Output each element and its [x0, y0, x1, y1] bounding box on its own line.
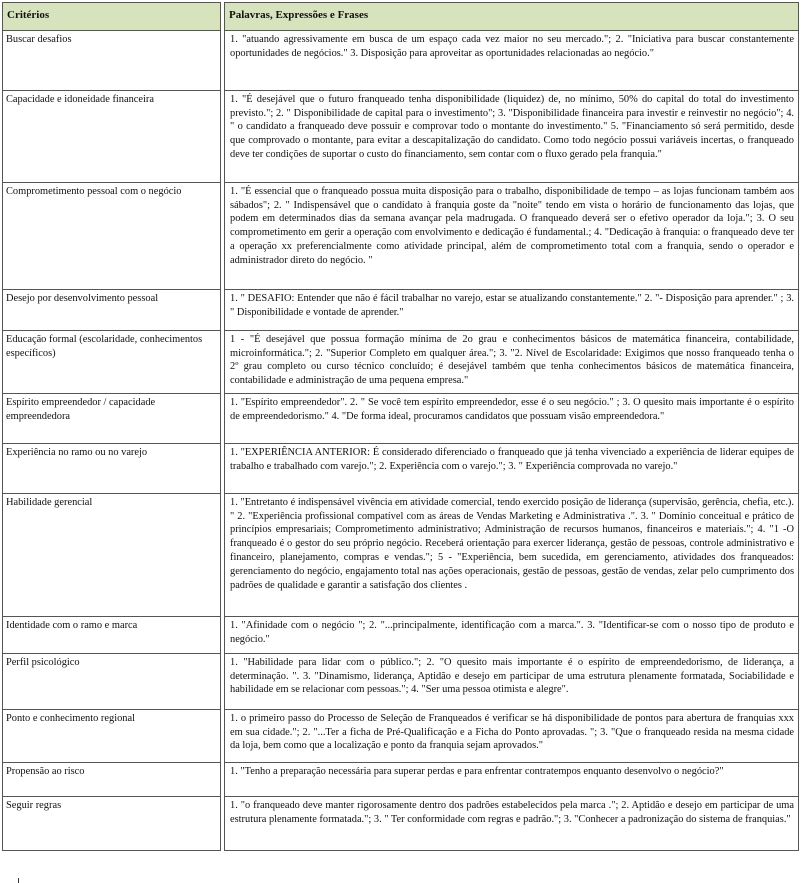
table-row — [3, 709, 799, 762]
page-edge-mark — [18, 878, 19, 883]
table-row — [3, 443, 799, 493]
criterion-cell: Experiência no ramo ou no varejo — [3, 443, 221, 493]
phrases-cell: 1 - "É desejável que possua formação mínima de 2o grau e conhecimentos básicos de matemática financeira, contabilidade, microinformática."; 2. "Superior Completo em qualquer área."; 3. "2. Nível de Escolaridade: Exigimos que nosso franqueado tenha o 2º grau completo ou curso técnico concluído; é desejável também que tenha conhecimentos básicos de matemática financeira, contabilidade e administração de uma pequena empresa." — [225, 330, 799, 393]
phrases-cell: 1. "Entretanto é indispensável vivência em atividade comercial, tendo exercido posição de liderança (supervisão, gerência, chefia, etc.). " 2. "Experiência profissional compatível com as áreas de Vendas Marketing e Administrativa .". 3. " Domínio conceitual e prático de princípios empresariais; Comprometimento administrativo; Administração de recursos humanos, financeiros e materiais."; 4. "1 -O franqueado é o gestor do seu próprio negócio. Receberá orientação para exercer liderança, gestão de pessoas, controle administrativo e financeiro, planejamento, compras e vendas."; 5 - "Experiência, bem sucedida, em gerenciamento, atividades dos franqueados: gerenciamento do negócio, engajamento total nas ações operacionais, gestão de pessoas, gestão de vendas, zelar pelo cumprimento dos padrões de qualidade e garantir a satisfação dos clientes . — [225, 493, 799, 616]
table-row — [3, 493, 799, 616]
criterion-cell: Propensão ao risco — [3, 762, 221, 796]
table-row — [3, 182, 799, 289]
table-row — [3, 90, 799, 182]
criteria-table — [2, 2, 799, 851]
phrases-cell: 1. o primeiro passo do Processo de Seleção de Franqueados é verificar se há disponibilidade de pontos para abertura de franquias xxx em sua cidade."; 2. "...Ter a ficha de Pré-Qualificação e a Ficha do Ponto aprovadas. "; 3. "Que o franqueado resida na mesma cidade da loja, bem como que a localização e ponto da franquia sejam aprovados." — [225, 709, 799, 762]
table-row — [3, 616, 799, 653]
table-row — [3, 330, 799, 393]
header-criterios: Critérios — [3, 3, 221, 31]
criterion-cell: Educação formal (escolaridade, conhecimentos específicos) — [3, 330, 221, 393]
table-row — [3, 762, 799, 796]
criterion-cell: Identidade com o ramo e marca — [3, 616, 221, 653]
phrases-cell: 1. "Afinidade com o negócio "; 2. "...principalmente, identificação com a marca.". 3. "Identificar-se com o nosso tipo de produto e negócio." — [225, 616, 799, 653]
table-header-row — [3, 3, 799, 31]
criterion-cell: Espírito empreendedor / capacidade empreendedora — [3, 393, 221, 443]
table-row — [3, 796, 799, 850]
phrases-cell: 1. "EXPERIÊNCIA ANTERIOR: É considerado diferenciado o franqueado que já tenha vivenciado a experiência de liderar equipes de trabalho e trabalhado com varejo."; 2. Experiência com o varejo."; 3. " Experiência comprovada no varejo." — [225, 443, 799, 493]
table-row — [3, 393, 799, 443]
criterion-cell: Comprometimento pessoal com o negócio — [3, 182, 221, 289]
table-row — [3, 653, 799, 709]
phrases-cell: 1. "Tenho a preparação necessária para superar perdas e para enfrentar contratempos enquanto desenvolvo o negócio?" — [225, 762, 799, 796]
criterion-cell: Perfil psicológico — [3, 653, 221, 709]
header-frases: Palavras, Expressões e Frases — [225, 3, 799, 31]
phrases-cell: 1. "atuando agressivamente em busca de um espaço cada vez maior no seu mercado."; 2. "Iniciativa para buscar constantemente oportunidades de negócios." 3. Disposição para aproveitar as oportunidades relacionadas ao negócio." — [225, 30, 799, 90]
table-row — [3, 289, 799, 330]
phrases-cell: 1. "Habilidade para lidar com o público."; 2. "O quesito mais importante é o espírito de empreendedorismo, de liderança, a determinação. ". 3. "Dinamismo, liderança, Aptidão e desejo em participar de uma estrutura plenamente formatada, Sociabilidade e habilidade em se relacionar com pessoas."; 4. "Ser uma pessoa otimista e alegre". — [225, 653, 799, 709]
criterion-cell: Capacidade e idoneidade financeira — [3, 90, 221, 182]
criterion-cell: Buscar desafios — [3, 30, 221, 90]
phrases-cell: 1. " DESAFIO: Entender que não é fácil trabalhar no varejo, estar se atualizando constantemente." 2. "- Disposição para aprender." ; 3. " Disponibilidade e vontade de aprender." — [225, 289, 799, 330]
criterion-cell: Seguir regras — [3, 796, 221, 850]
table-row — [3, 30, 799, 90]
criterion-cell: Desejo por desenvolvimento pessoal — [3, 289, 221, 330]
criterion-cell: Ponto e conhecimento regional — [3, 709, 221, 762]
criterion-cell: Habilidade gerencial — [3, 493, 221, 616]
phrases-cell: 1. "Espírito empreendedor". 2. " Se você tem espírito empreendedor, esse é o seu negócio." ; 3. O quesito mais importante é o espírito de empreendedorismo." 4. "De forma ideal, procuramos candidatos que possuam visão empreendedora." — [225, 393, 799, 443]
phrases-cell: 1. "É essencial que o franqueado possua muita disposição para o trabalho, disponibilidade de tempo – as lojas funcionam também aos sábados"; 2. " Indispensável que o candidato à franquia goste da "noite" tendo em vista o horário de funcionamento das lojas, que podem em determinados dias da semana avançar pela madrugada. O franqueado deverá ser o efetivo operador da loja."; 3. O seu comprometimento em gerir a operação com envolvimento e dedicação é fundamental.; 4. "Dedicação à franquia: o franqueado deve ter a operação xx preferencialmente como atividade principal, além de comprometimento total com a franquia, sendo o operador e administrador direto do negócio. " — [225, 182, 799, 289]
phrases-cell: 1. "É desejável que o futuro franqueado tenha disponibilidade (liquidez) de, no mínimo, 50% do capital do total do investimento previsto."; 2. " Disponibilidade de capital para o investimento"; 3. "Disponibilidade financeira para investir e reinvestir no negócio"; 4. " o candidato a franqueado deve possuir e comprovar todo o montante do investimento." 5. "Financiamento só será permitido, desde que comprovado o montante, para evitar a descapitalização do candidato. Como todo negócio possui variáveis incertas, o franqueado deve ter condições de suportar o custo do financiamento, sem contar com o fluxo gerado pela franquia." — [225, 90, 799, 182]
phrases-cell: 1. "o franqueado deve manter rigorosamente dentro dos padrões estabelecidos pela marca ."; 2. Aptidão e desejo em participar de uma estrutura plenamente formatada."; 3. " Ter conformidade com regras e padrão."; 3. "Conhecer a padronização do sistema de franquias." — [225, 796, 799, 850]
